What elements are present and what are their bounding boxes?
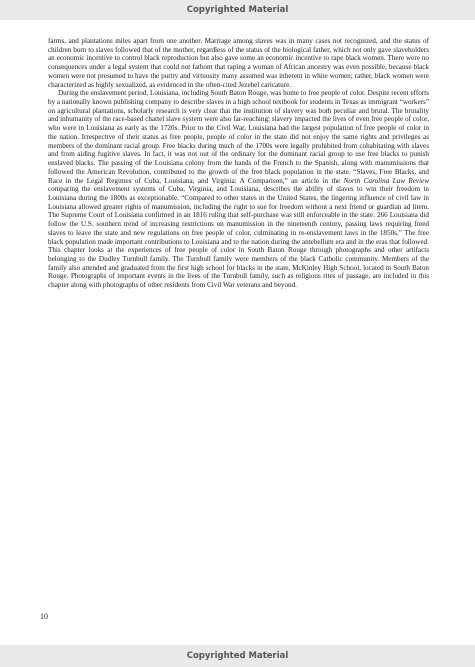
paragraph-2 bbox=[48, 89, 429, 290]
page-number: 10 bbox=[40, 612, 48, 621]
body-text bbox=[48, 37, 429, 290]
copyright-banner-bottom bbox=[0, 645, 475, 667]
journal-title: North Carolina Law Review bbox=[343, 176, 430, 185]
paragraph-1: farms, and plantations miles apart from one another. Marriage among slaves was in many cases not recognized, and the status of children born to slaves followed that of the mother, regardless of the status of the biological father, which not only gave slaveholders an economic incentive to control black reproduction but also gave some an economic incentive to rape black women. There were no consequences under a legal system that could not fathom that raping a woman of African ancestry was even possible, because black women were not presumed to have the purity and virtuosity many assumed was inherent in white women; rather, black women were characterized as highly sexualized, as evidenced in the often-cited Jezebel caricature. bbox=[48, 37, 429, 89]
copyright-banner-top-text: Copyrighted Material bbox=[186, 5, 289, 15]
paragraph-2-part-2: comparing the enslavement systems of Cuba, Virginia, and Louisiana, describes the ability of slaves to win their freedom in Louisiana during the 1800s as exceptionable. “Compared to other states in the United States, the lingering influence of civil law in Louisiana allowed greater rights of manumission, including the right to sue for freedom without a next friend or guardian ad litem. The Supreme Court of Louisiana confirmed in an 1816 ruling that self-purchase was still enforceable in the state. 266 Louisiana did follow the U.S. southern trend of increasing restrictions on manumission in the nineteenth century, passing laws requiring freed slaves to leave the state and new regulations on free people of color, culminating in re-enslavement laws in the 1850s.” The free black population made important contributions to Louisiana and to the nation during the antebellum era and in the eras that followed. This chapter looks at the experiences of free people of color in South Baton Rouge through photographs and other artifacts belonging to the Dudley Turnbull family. The Turnbull family were members of the black Catholic community. Members of the family also attended and graduated from the first high school for blacks in the state, McKinley High School, located in South Baton Rouge. Photographs of important events in the lives of the Turnbull family, such as religious rites of passage, are included in this chapter along with photographs of other residents from Civil War veterans and beyond. bbox=[48, 185, 429, 290]
copyright-banner-top bbox=[0, 0, 475, 20]
paragraph-2-part-1: During the enslavement period, Louisiana, including South Baton Rouge, was home to free people of color. Despite recent efforts by a nationally known publishing company to describe slaves in a high school textbook for students in Texas as immigrant “workers” on agricultural plantations, scholarly research is very clear that the institution of slavery was both peculiar and brutal. The brutality and inhumanity of the race-based chattel slave system were also far-reaching; slavery impacted the lives of even free people of color, who were in Louisiana as early as the 1720s. Prior to the Civil War, Louisiana had the largest population of free people of color in the nation. Irrespective of their status as free people, people of color in the state did not enjoy the same rights and privileges as members of the dominant racial group. Free blacks during much of the 1700s were legally prohibited from cohabitating with slaves and from aiding fugitive slaves. In fact, it was not out of the ordinary for the dominant racial group to use free blacks to punish enslaved blacks. The passing of the Louisiana colony from the hands of the French to the Spanish, along with manumissions that followed the American Revolution, contributed to the growth of the free black population in the state. “Slaves, Free Blacks, and Race in the Legal Regimes of Cuba, Louisiana, and Virginia: A Comparison,” an article in the bbox=[48, 89, 429, 185]
copyright-banner-bottom-text: Copyrighted Material bbox=[186, 651, 289, 661]
